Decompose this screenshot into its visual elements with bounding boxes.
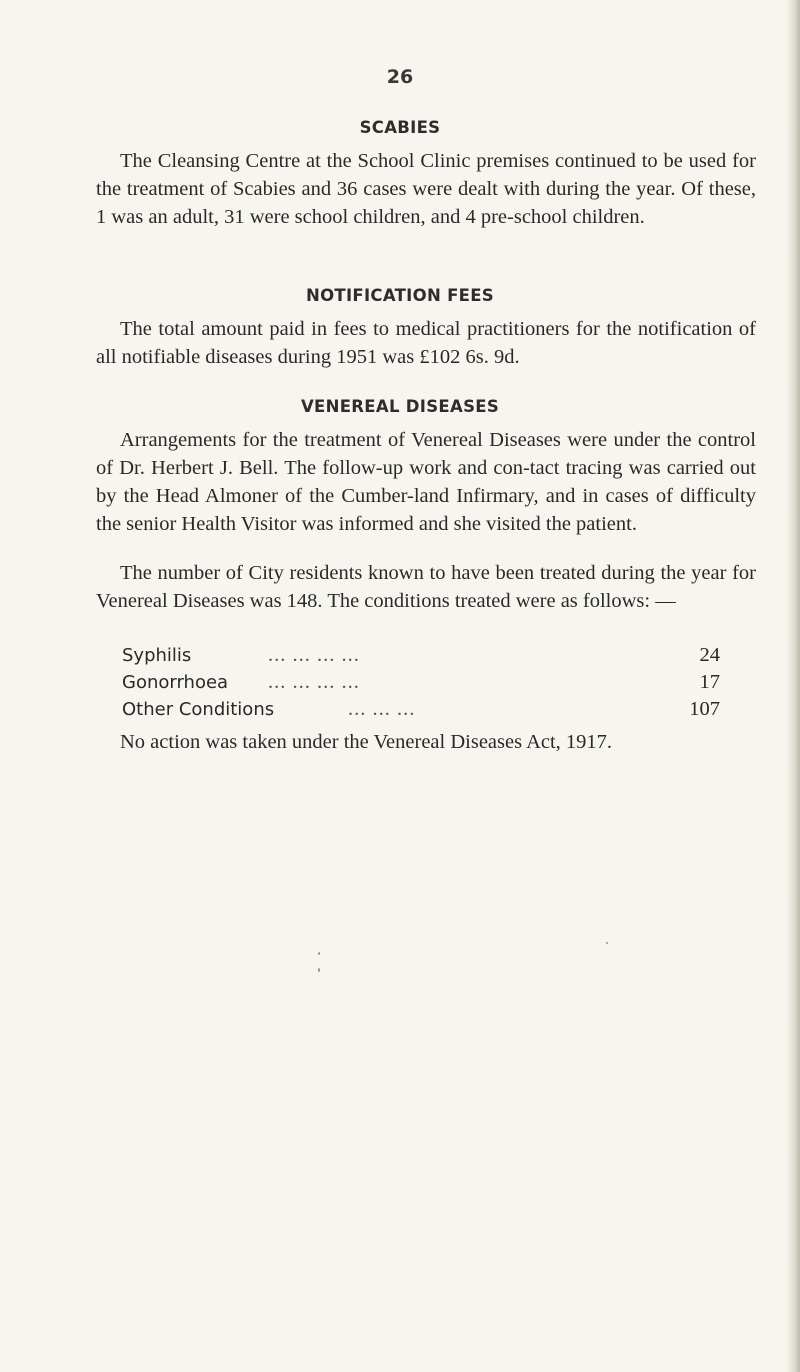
scabies-paragraph: The Cleansing Centre at the School Clinic premises continued to be used for the treatment of Scabies and 36 cases were dealt with during the year. Of these, 1 was an adult, 31 were school children, and 4 pre-school children. (96, 150, 756, 228)
table-row (122, 669, 720, 696)
condition-count: 24 (699, 644, 720, 666)
paper-speck (606, 942, 608, 944)
notification-fees-paragraph: The total amount paid in fees to medical practitioners for the notification of all notifiable diseases during 1951 was £102 6s. 9d. (96, 318, 756, 368)
paper-speck (318, 952, 320, 955)
venereal-diseases-paragraph-2: The number of City residents known to have been treated during the year for Venereal Diseases was 148. The conditions treated were as follows: — (96, 562, 756, 612)
paper-speck (318, 968, 320, 972)
page-number: 26 (386, 66, 414, 88)
condition-label: Gonorrhoea (122, 672, 229, 693)
leader-dots: ... ... ... ... (268, 644, 360, 666)
leader-dots: ... ... ... ... (268, 671, 360, 693)
condition-label: Syphilis (122, 645, 192, 666)
closing-paragraph: No action was taken under the Venereal Diseases Act, 1917. (120, 731, 613, 753)
venereal-diseases-heading: VENEREAL DISEASES (300, 397, 500, 416)
scabies-heading: SCABIES (359, 118, 441, 137)
page-edge-shadow (786, 0, 800, 1372)
notification-fees-heading: NOTIFICATION FEES (305, 286, 494, 305)
condition-count: 17 (699, 671, 720, 693)
table-row (122, 642, 720, 669)
condition-count: 107 (689, 698, 720, 720)
conditions-table (122, 642, 720, 723)
table-row (122, 696, 720, 723)
leader-dots: ... ... ... (348, 698, 416, 720)
venereal-diseases-paragraph-1: Arrangements for the treatment of Venereal Diseases were under the control of Dr. Herbert J. Bell. The follow-up work and con-tact tracing was carried out by the Head Almoner of the Cumber-land Infirmary, and in cases of difficulty the senior Health Visitor was informed and she visited the patient. (96, 429, 756, 535)
condition-label: Other Conditions (122, 699, 275, 720)
